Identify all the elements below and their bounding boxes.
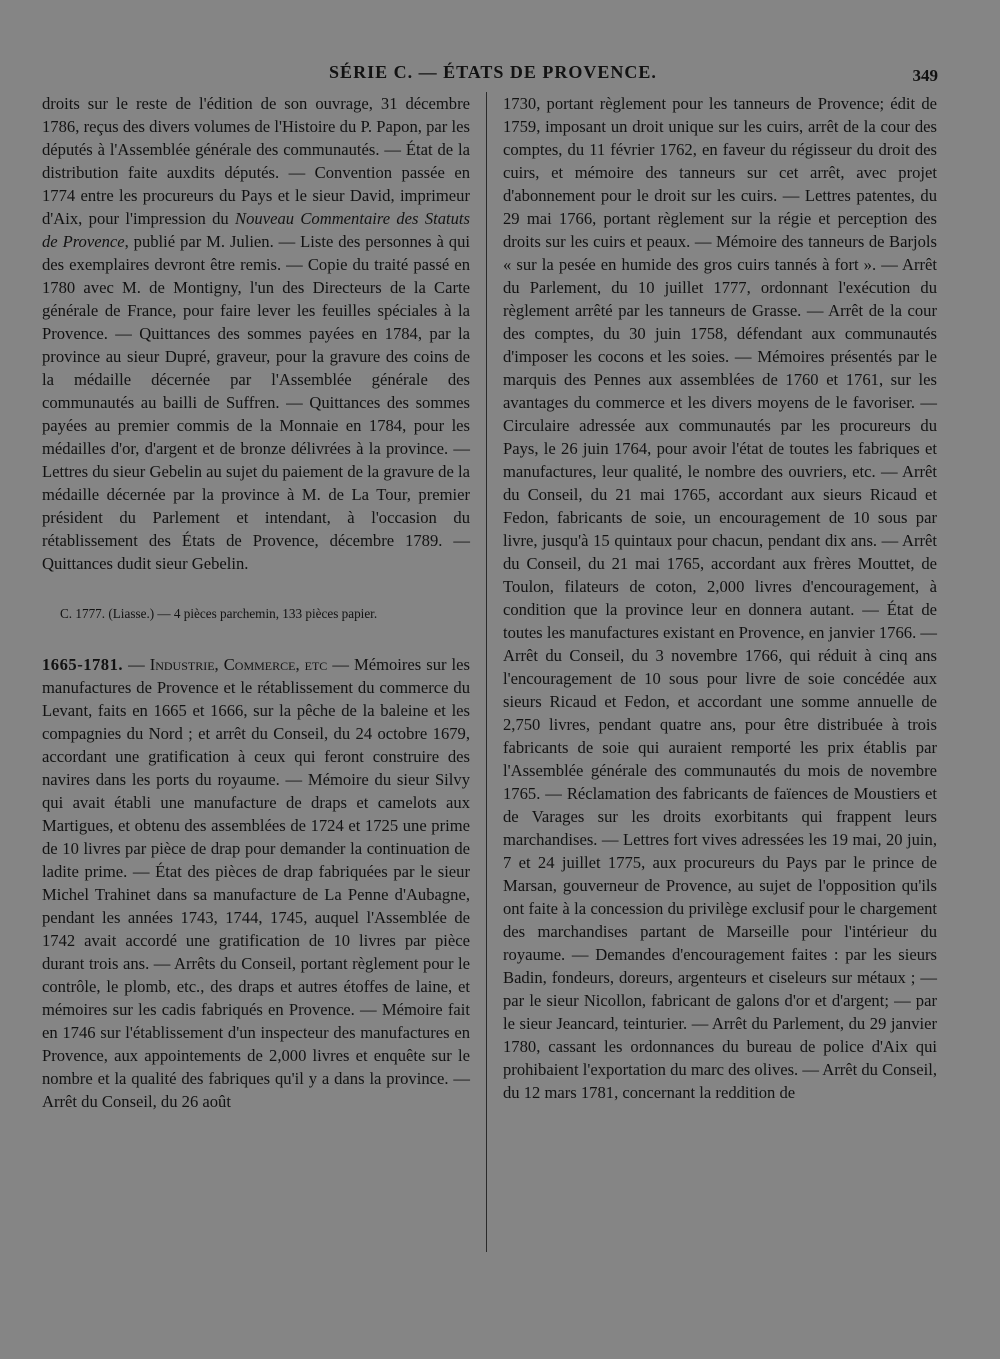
right-column: [503, 92, 937, 1104]
entry-subject: — Industrie, Commerce, etc —: [123, 655, 349, 674]
column-divider: [486, 92, 487, 1252]
entry-text: Mémoires sur les manufactures de Provence et le rétablissement du commerce du Levant, faits en 1665 et 1666, sur la pêche de la baleine et les compagnies du Nord ; et arrêt du Conseil, du 24 octobre 1679, accordant une gratification à ceux qui feront construire des navires dans les ports du royaume. — Mémoire du sieur Silvy qui avait établi une manufacture de draps et camelots aux Martigues, et obtenu des assemblées de 1724 et 1725 une prime de 10 livres par pièce de drap pour demander la continuation de ladite prime. — État des pièces de drap fabriquées par le sieur Michel Trahinet dans sa manufacture de La Penne d'Aubagne, pendant les années 1743, 1744, 1745, auquel l'Assemblée de 1742 avait accordé une gratification de 10 livres par pièce durant trois ans. — Arrêts du Conseil, portant règlement pour le contrôle, le plomb, etc., des draps et autres étoffes de laine, et mémoires sur les cadis fabriqués en Provence. — Mémoire fait en 1746 sur l'établissement d'un inspecteur des manufactures en Provence, aux appointements de 2,000 livres et enquête sur le nombre et la qualité des fabriques qu'il y a dans la province. — Arrêt du Conseil, du 26 août: [42, 655, 470, 1111]
right-column-paragraph: 1730, portant règlement pour les tanneurs de Provence; édit de 1759, imposant un droit unique sur les cuirs, arrêt de la cour des comptes, du 11 février 1762, en faveur du régisseur du droit des cuirs, et mémoire des tanneurs sur cet arrêt, avec projet d'abonnement pour le droit sur les cuirs. — Lettres patentes, du 29 mai 1766, portant règlement sur la régie et perception des droits sur les cuirs et peaux. — Mémoire des tanneurs de Barjols « sur la pesée en humide des gros cuirs tannés à fort ». — Arrêt du Parlement, du 10 juillet 1777, ordonnant l'exécution du règlement arrêté par les tanneurs de Grasse. — Arrêt de la cour des comptes, du 30 juin 1758, défendant aux communautés d'imposer les cocons et les soies. — Mémoires présentés par le marquis des Pennes aux assemblées de 1760 et 1761, sur les avantages du commerce et les divers moyens de le favoriser. — Circulaire adressée aux communautés par les procureurs du Pays, le 26 juin 1764, pour avoir l'état de toutes les fabriques et manufactures, leur qualité, le nombre des ouvriers, etc. — Arrêt du Conseil, du 21 mai 1765, accordant aux sieurs Ricaud et Fedon, fabricants de soie, un encouragement de 10 sous par livre, jusqu'à 15 quintaux pour chacun, pendant dix ans. — Arrêt du Conseil, du 21 mai 1765, accordant aux frères Mouttet, de Toulon, filateurs de coton, 2,000 livres d'encouragement, à condition que la province leur en donnera autant. — État de toutes les manufactures existant en Provence, en janvier 1766. — Arrêt du Conseil, du 3 novembre 1766, qui réduit à cinq ans l'encouragement de 10 sous pour livre de soie concédée aux sieurs Ricaud et Fedon, et accordant une somme annuelle de 2,750 livres, pendant quatre ans, pour être distribuée à trois fabricants de soie qui auraient remporté les prix établis par l'Assemblée générale des communautés du mois de novembre 1765. — Réclamation des fabricants de faïences de Moustiers et de Varages sur les droits exorbitants qui frappent leurs marchandises. — Lettres fort vives adressées les 19 mai, 20 juin, 7 et 24 juillet 1775, aux procureurs du Pays par le prince de Marsan, gouverneur de Provence, au sujet de l'opposition qu'ils ont faite à la concession du privilège exclusif pour le chargement des marchandises partant de Marseille pour l'intérieur du royaume. — Demandes d'encouragement faites : par les sieurs Badin, fondeurs, doreurs, argenteurs et ciseleurs sur métaux ; — par le sieur Nicollon, fabricant de galons d'or et d'argent; — par le sieur Jeancard, teinturier. — Arrêt du Parlement, du 29 janvier 1780, cassant les ordonnances du bureau de police d'Aix qui prohibaient l'exportation du marc des olives. — Arrêt du Conseil, du 12 mars 1781, concernant la reddition de: [503, 94, 937, 1102]
archive-summary-line: C. 1777. (Liasse.) — 4 pièces parchemin, 133 pièces papier.: [60, 606, 378, 621]
running-title: SÉRIE C. — ÉTATS DE PROVENCE.: [329, 62, 657, 82]
page-number: 349: [912, 66, 938, 85]
continued-italic-title: Nouveau Commentaire des Statuts de Provence: [42, 209, 471, 251]
running-head: [0, 62, 1000, 88]
continued-text-part-1: droits sur le reste de l'édition de son ouvrage, 31 décembre 1786, reçus des divers volumes de l'Histoire du P. Papon, par les députés à l'Assemblée générale des communautés. — État de la distribution faite auxdits députés. — Convention passée en 1774 entre les procureurs du Pays et le sieur David, imprimeur d'Aix, pour l'impression du: [42, 94, 470, 228]
continued-text-part-2: , publié par M. Julien. — Liste des personnes à qui des exemplaires devront être remis. — Copie du traité passé en 1780 avec M. de Montigny, l'un des Directeurs de la Carte générale de France, pour faire lever les feuilles spéciales à la Provence. — Quittances des sommes payées en 1784, par la province au sieur Dupré, graveur, pour la gravure des coins de la médaille décernée par l'Assemblée générale des communautés au bailli de Suffren. — Quittances des sommes payées au premier commis de la Monnaie en 1784, pour les médailles d'or, d'argent et de bronze délivrées à la province. — Lettres du sieur Gebelin au sujet du paiement de la gravure de la médaille décernée par la province à M. de La Tour, premier président du Parlement et intendant, à l'occasion du rétablissement des États de Provence, décembre 1789. — Quittances dudit sieur Gebelin.: [42, 232, 471, 573]
entry-paragraph: [42, 653, 470, 1113]
left-column: [42, 92, 470, 1113]
continued-entry-paragraph: [42, 92, 470, 575]
entry-date: 1665-1781.: [42, 655, 124, 674]
